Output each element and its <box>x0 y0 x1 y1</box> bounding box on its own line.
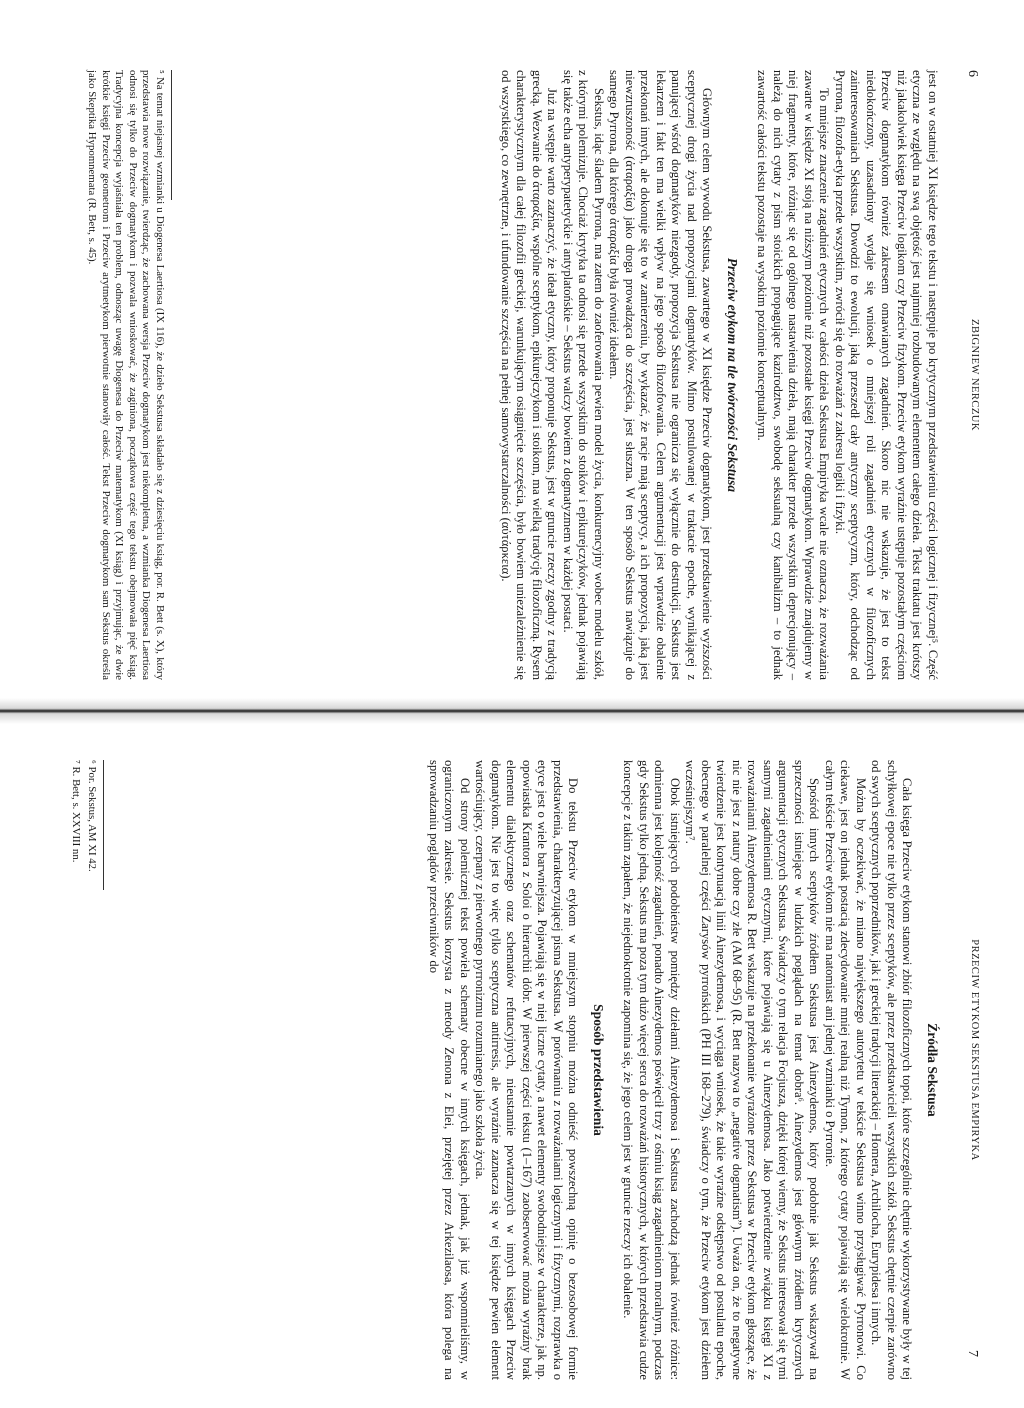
left-footnotes <box>83 70 172 680</box>
footnote: ⁷ R. Bett, s. XXVIII nn. <box>70 760 83 863</box>
paragraph: Spośród innych sceptyków źródłem Sekstusa jest Ainezydemos, który podobnie jak Sekstus wskazywał na sprzeczności istniejące w ludzkich poglądach na temat dobra⁶. Ainezydemos jest głównym źródłem krytycznych argumentacji etycznych Sekstusa. Świadczy o tym relacja Focjusza, dzięki której wiemy, że Sekstus interesował się tymi samymi zagadnieniami etycznymi, które pojawiają się u Ainezydemosa. Jako potwierdzenie związku księgi XI z rozważaniami Ainezydemosa R. Bett wskazuje na przekonanie wyrażone przez Sekstusa w Przeciw etykom głoszące, że nic nie jest z natury dobre czy złe (AM 68–95) (R. Bett nazywa to „negative dogmatism”). Uważa on, że to negatywne twierdzenie jest kontynuacją linii Ainezydemosa, i wyciąga wniosek, że takie wyraźne odstępstwo od postulatu epoche, obecnego w paralelnej części Zarysów pyrrońskich (PH III 168–279), świadczy o tym, że Przeciw etykom jest dziełem wcześniejszym⁷. <box>683 760 822 1380</box>
paragraph: Od strony polemicznej tekst powiela schematy obecne w innych księgach, jednak, jak już wspomnieliśmy, w ograniczonym zakresie. Sekstus korzysta z metody Zenona z Elei, przejętej przez Arkezilaosa, która polega na sprowadzaniu poglądów przeciwników do <box>427 760 472 1380</box>
section-title: Źródła Sekstusa <box>925 1023 940 1117</box>
right-footnotes <box>67 760 104 1380</box>
paragraph: Głównym celem wywodu Sekstusa, zawartego w XI księdze Przeciw dogmatykom, jest przedstawienie wyższości sceptycznej drogi życia nad propozycjami dogmatyków. Mimo postulowanej w traktacie epoche, wynikającej z panującej wśród dogmatyków niezgody, propozycja Sekstusa nie ogranicza się wyłącznie do destrukcji. Sekstus jest lekarzem i fakt ten ma wielki wpływ na jego sposób filozofowania. Celem argumentacji jest wprawdzie obalenie przekonań innych, ale dokonuje się to w zamierzeniu, by wykazać, że racje mają sceptycy, a ich propozycja, jaką jest niewzruszoność (ἀταραξία) jako droga prowadząca do szczęścia, jest słuszna. W ten sposób Sekstus nawiązuje do samego Pyrrona, dla którego ἀταραξία była również ideałem. <box>607 70 715 680</box>
paragraph: Do tekstu Przeciw etykom w mniejszym stopniu można odnieść powszechną opinię o bezosobowej formie przedstawienia, charakteryzującej pisma Sekstusa. W porównaniu z rozważaniami logicznymi i fizycznymi, rozprawka o etyce jest o wiele barwniejsza. Pojawiają się w niej liczne cytaty, a nawet elementy swobodniejsze w charakterze, jak np. opowiastka Krantora z Soloi o hierarchii dóbr. W pierwszej części tekstu (1–167) zaobserwować można wyraźny brak elementu dialektycznego oraz schematów refutacyjnych, nieustannie powtarzanych w innych księgach Przeciw dogmatykom. Nie jest to więc tylko sceptyczna antirresis, ale wyraźnie zaznacza się w tej księdze pewien element wartościujący, czerpany z pierwotnego pyrronizmu rozumianego jako szkoła życia. <box>473 760 581 1380</box>
footnote-rule <box>171 70 172 200</box>
left-body <box>498 70 941 680</box>
footnote: ⁵ Na temat niejasnej wzmianki u Diogenesa Laertiosa (IX 116), że dzieło Sekstusa składało się z dziesięciu ksiąg, por. R. Bett (s. X), który przedstawia nowe rozwiązanie, twierdząc, że zachowana wersja Przeciw dogmatykom jest niekompletna, a wzmianka Diogenesa Laertiosa odnosi się tylko do Przeciw dogmatykom i pozwala wnioskować, że zaginiona, początkowa część tego tekstu obejmowała pięć ksiąg. Tradycyjna koncepcja wyjaśniała ten problem, odnosząc uwagę Diogenesa do Przeciw matematykom (XI ksiąg) i przyjmując, że dwie krótkie księgi Przeciw geometrom i Przeciw arytmetykom pierwotnie stanowiły całość. Tekst Przeciw dogmatykom sam Sekstus określa jako Skeptika Hypomnemata (R. Bett, s. 45). <box>86 70 166 680</box>
left-page <box>0 0 1024 700</box>
paragraph: Obok istniejących podobieństw pomiędzy dziełami Ainezydemosa i Sekstusa zachodzą jednak również różnice: odmienna jest kolejność zagadnień, ponadto Ainezydemos poświęcił trzy z ośmiu ksiąg zagadnieniom moralnym, podczas gdy Sekstus tylko jedną. Sekstus ma poza tym dużo więcej serca do rozważań historycznych, w których przedstawia cudze koncepcje z takim zapałem, że niejednokrotnie zapomina się, że jego celem jest w gruncie rzeczy ich obalenie. <box>621 760 682 1380</box>
section-title: Przeciw etykom na tle twórczości Sekstusa <box>725 257 740 493</box>
paragraph: Już na wstępie warto zaznaczyć, że ideał etyczny, który proponuje Sekstus, jest w gruncie rzeczy zgodny z tradycją grecką. Wezwanie do ἀταραξία, wspólne sceptykom, epikurejczykom i stoikom, ma wielką tradycję filozoficzną. Rysem charakterystycznym dla całej filozofii greckiej, warunkującym osiągnięcie szczęścia, było bowiem uniezależnienie się od wszystkiego, co zewnętrzne, i ufundowanie szczęścia na pełnej samowystarczalności (αὐτάρκεια). <box>499 70 560 680</box>
running-head-right: PRZECIW ETYKOM SEKSTUSA EMPIRYKA <box>969 939 980 1161</box>
page-number-right: 7 <box>965 1350 980 1357</box>
right-body <box>426 760 941 1380</box>
paragraph: To mniejsze znaczenie zagadnień etycznych w całości dzieła Sekstusa Empiryka wcale nie oznacza, że rozważania zawarte w księdze XI stoją na niższym poziomie niż pozostałe księgi Przeciw dogmatykom. Wprawdzie znajdujemy w niej fragmenty, które, różniąc się od ogólnego nastawienia dzieła, mają charakter przede wszystkim deprecjonujący – należą do nich cytaty z pism stoickich propagujące kazirodztwo, swobodę seksualną czy kanibalizm – to jednak zawartość całości tekstu pozostaje na wysokim poziomie konceptualnym. <box>755 70 832 680</box>
running-head-left: ZBIGNIEW NERCZUK <box>969 319 980 431</box>
paragraph: Cała księga Przeciw etykom stanowi zbiór filozoficznych topoi, które szczególnie chętnie wykorzystywane były w tej schyłkowej epoce nie tylko przez sceptyków, ale przez przedstawicieli wszystkich szkół. Sekstus chętnie czerpie zarówno od swych sceptycznych poprzedników, jak i greckiej tradycji literackiej – Homera, Archilocha, Eurypidesa i innych. <box>869 760 915 1380</box>
footnote-rule <box>103 760 104 890</box>
footnote: ⁶ Por. Sekstus, AM XI 42. <box>86 760 98 872</box>
paragraph: jest on w ostatniej XI księdze tego tekstu i następuje po krytycznym przedstawieniu części logicznej i fizycznej⁵. Część etyczna ze względu na swą objętość jest najmniej rozbudowanym elementem całego dzieła. Tekst traktatu jest krótszy niż jakakolwiek księga Przeciw logikom czy Przeciw fizykom. Przeciw etykom wyraźnie ustępuje pozostałym częściom Przeciw dogmatykom również zakresem omawianych zagadnień. Skoro nic nie wskazuje, że jest to tekst niedokończony, uzasadniony wydaje się wniosek o mniejszej roli zagadnień etycznych w filozoficznych zainteresowaniach Sekstusa. Dowodzi to ewolucji, jaką przeszedł cały antyczny sceptycyzm, który, odchodząc od Pyrrona, filozofa-etyka przede wszystkim, zwrócił się do rozważań z zakresu logiki i fizyki. <box>833 70 940 680</box>
page-number-left: 6 <box>965 70 980 77</box>
paragraph: Sekstus, idąc śladem Pyrrona, ma zatem do zaoferowania pewien model życia, konkurencyjny wobec modelu szkół, z którymi polemizuje. Chociaż krytyka ta odnosi się przede wszystkim do stoików i epikurejczyków, jednak pojawiają się także echa antyperypatetyckie i antyplatońskie – Sekstus walczy bowiem z dogmatyzmem w każdej postaci. <box>561 70 606 680</box>
paragraph: Można by oczekiwać, że miano największego autorytetu w tekście Sekstusa winno przysługiwać Pyrronowi. Co ciekawe, jest on jednak postacią zdecydowanie mniej realną niż Tymon, z którego cytaty pojawiają się wielokrotnie. W całym tekście Przeciw etykom nie ma natomiast ani jednej wzmianki o Pyrronie. <box>823 760 868 1380</box>
section-title: Sposób przedstawienia <box>591 1004 606 1136</box>
right-page <box>0 720 1024 1408</box>
